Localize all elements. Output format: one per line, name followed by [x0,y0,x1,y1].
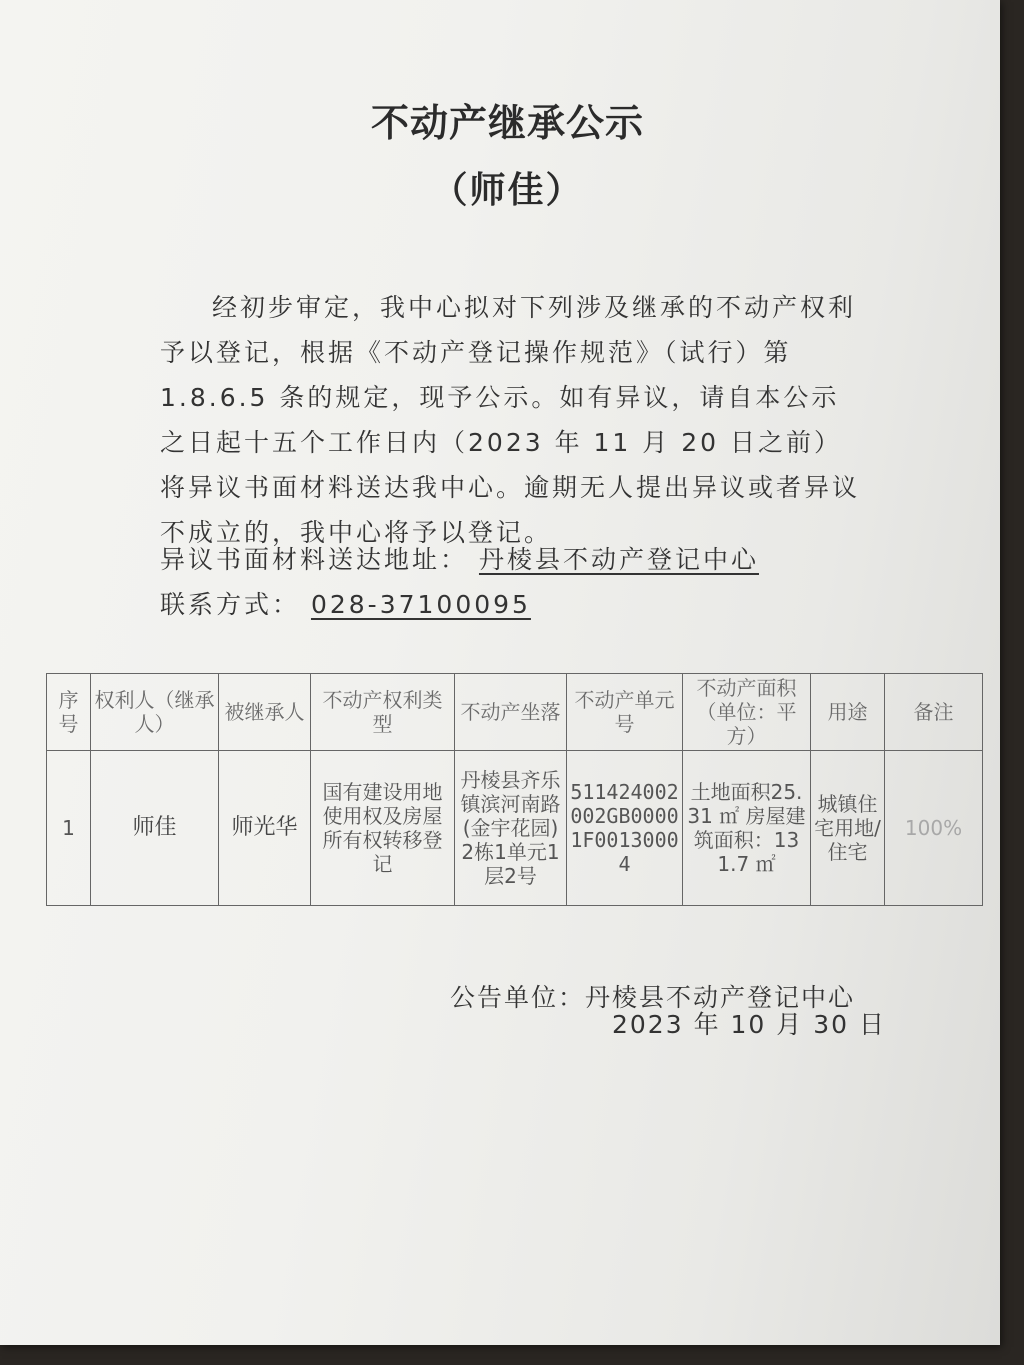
cell-usage: 城镇住宅用地/住宅 [811,751,885,906]
table-header-row [47,674,983,751]
header-cell-area: 不动产面积（单位：平方） [683,674,811,751]
notice-body: 经初步审定，我中心拟对下列涉及继承的不动产权利予以登记，根据《不动产登记操作规范》（试行）第 1.8.6.5 条的规定，现予公示。如有异议，请自本公示之日起十五个工作日内（2023 年 11 月 20 日之前）将异议书面材料送达我中心。逾期无人提出异议或者异议不成立的，我中心将予以登记。 [160,293,861,547]
cell-decedent: 师光华 [219,751,311,906]
contact-line [160,585,531,621]
header-cell-usage: 用途 [811,674,885,751]
cell-area: 土地面积25.31 ㎡ 房屋建筑面积：131.7 ㎡ [683,751,811,906]
address-line [160,540,759,576]
header-cell-index: 序号 [47,674,91,751]
issue-date: 2023 年 10 月 30 日 [612,1010,886,1039]
table-row [47,751,983,906]
cell-unit-no: 511424002002GB00001F00130004 [567,751,683,906]
cell-remark: 100% [885,751,983,906]
document-title: 不动产继承公示 [370,100,644,145]
header-cell-remark: 备注 [885,674,983,751]
contact-label: 联系方式： [160,590,301,619]
cell-location: 丹棱县齐乐镇滨河南路(金宇花园)2栋1单元1层2号 [455,751,567,906]
inheritance-table [46,673,983,906]
header-cell-decedent: 被继承人 [219,674,311,751]
issuing-unit: 公告单位：丹棱县不动产登记中心 [450,983,856,1012]
address-value: 丹棱县不动产登记中心 [478,545,759,574]
cell-heir: 师佳 [91,751,219,906]
header-cell-heir: 权利人（继承人） [91,674,219,751]
document-subtitle: （师佳） [431,169,584,211]
contact-value: 028-37100095 [310,590,531,619]
cell-index: 1 [47,751,91,906]
header-cell-unit-no: 不动产单元号 [567,674,683,751]
header-cell-right-type: 不动产权利类型 [311,674,455,751]
cell-right-type: 国有建设用地使用权及房屋所有权转移登记 [311,751,455,906]
address-label: 异议书面材料送达地址： [160,545,469,574]
header-cell-location: 不动产坐落 [455,674,567,751]
